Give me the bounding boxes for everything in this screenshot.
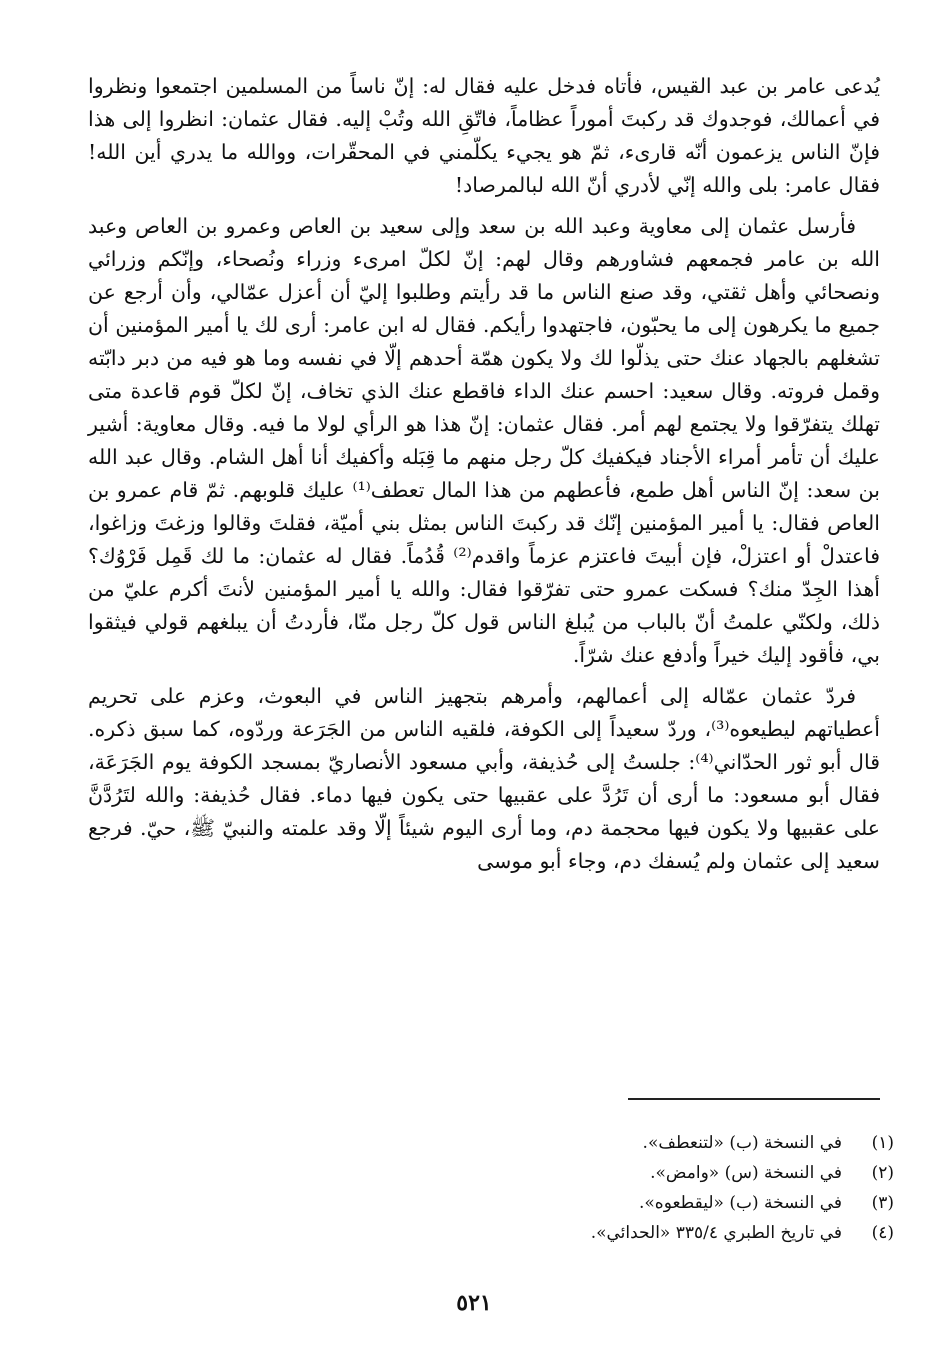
footnote-number: (٤) <box>871 1223 894 1243</box>
footnote-text: في النسخة (ب) «ليقطعوه». <box>638 1193 842 1213</box>
footnote-4 <box>294 1218 894 1248</box>
footnote-number: (١) <box>871 1133 894 1153</box>
footnote-2 <box>294 1158 894 1188</box>
page-number: ٥٢١ <box>456 1290 492 1316</box>
paragraph-3: فردّ عثمان عمّاله إلى أعمالهم، وأمرهم بتجهيز الناس في البعوث، وعزم على تحريم أعطياتهم ليطيعوه⁽³⁾، وردّ سعيداً إلى الكوفة، فلقيه الناس من الجَرَعة وردّوه، كما سبق ذكره. قال أبو ثور الحدّاني⁽⁴⁾: جلستُ إلى حُذيفة، وأبي مسعود الأنصاريّ بمسجد الكوفة يوم الجَرَعَة، فقال أبو مسعود: ما أرى أن تَرُدَّ على عقبيها حتى يكون فيها دماء. فقال حُذيفة: والله لتَرُدَّنَّ على عقبيها ولا يكون فيها محجمة دم، وما أرى اليوم شيئاً إلّا وقد علمته والنبيّ ﷺ، حيّ. فرجع سعيد إلى عثمان ولم يُسفك دم، وجاء أبو موسى <box>88 684 881 873</box>
paragraph-2: فأرسل عثمان إلى معاوية وعبد الله بن سعد وإلى سعيد بن العاص وعمرو بن العاص وعبد الله بن عامر فجمعهم فشاورهم وقال لهم: إنّ لكلّ امرىء وزراء ونُصحاء، وإنّكم وزرائي ونصحائي وأهل ثقتي، وقد صنع الناس ما قد رأيتم وطلبوا إليّ أن أعزل عمّالي، وأن أرجع عن جميع ما يكرهون إلى ما يحبّون، فاجتهدوا رأيكم. فقال له ابن عامر: أرى لك يا أمير المؤمنين أن تشغلهم بالجهاد عنك حتى يذلّوا لك ولا يكون همّة أحدهم إلّا في نفسه وما هو فيه من دبر دابّته وقمل فروته. وقال سعيد: احسم عنك الداء فاقطع عنك الذي تخاف، إنّ لكلّ قوم قاعدة متى تهلك يتفرّقوا ولا يجتمع لهم أمر. فقال عثمان: إنّ هذا هو الرأي لولا ما فيه. وقال معاوية: أشير عليك أن تأمر أمراء الأجناد فيكفيك كلّ رجل منهم ما قِبَله وأكفيك أنا أهل الشام. وقال عبد الله بن سعد: إنّ الناس أهل طمع، فأعطهم من هذا المال تعطف⁽¹⁾ عليك قلوبهم. ثمّ قام عمرو بن العاص فقال: يا أمير المؤمنين إنّك قد ركبتَ الناس بمثل بني أميّة، فقلتَ وقالوا وزغتَ وزاغوا، فاعتدلْ أو اعتزلْ، فإن أبيتَ فاعتزم عزماً واقدم⁽²⁾ قُدُماً. فقال له عثمان: ما لك قَمِل فَرْوُك؟ أهذا الجِدّ منك؟ فسكت عمرو حتى تفرّقوا فقال: والله يا أمير المؤمنين لأنتَ أكرم عليّ من ذلك، ولكنّي علمتُ أنّ بالباب من يُبلغ الناس قول كلّ رجل منّا، فأردتُ أن يبلغهم قولي فيثقوا بي، فأقود إليك خيراً وأدفع عنك شرّاً. <box>88 214 880 667</box>
page-body <box>88 70 880 886</box>
footnote-text: في تاريخ الطبري ٣٣٥/٤ «الحدائي». <box>590 1223 842 1243</box>
footnotes <box>294 1128 894 1248</box>
footnote-text: في النسخة (ب) «لتنعطف». <box>642 1133 842 1153</box>
footnote-number: (٢) <box>871 1163 894 1183</box>
paragraph-1: يُدعى عامر بن عبد القيس، فأتاه فدخل عليه فقال له: إنّ ناساً من المسلمين اجتمعوا ونظروا في أعمالك، فوجدوك قد ركبتَ أموراً عظاماً، فاتّقِ الله وتُبْ إليه. فقال عثمان: انظروا إلى هذا فإنّ الناس يزعمون أنّه قارىء، ثمّ هو يجيء يكلّمني في المحقّرات، ووالله ما يدري أين الله! فقال عامر: بلى والله إنّي لأدري أنّ الله لبالمرصاد! <box>88 74 880 197</box>
footnote-text: في النسخة (س) «وامض». <box>650 1163 842 1183</box>
footnote-number: (٣) <box>871 1193 894 1213</box>
footnote-divider <box>628 1098 880 1100</box>
footnote-1 <box>294 1128 894 1158</box>
footnote-3 <box>294 1188 894 1218</box>
